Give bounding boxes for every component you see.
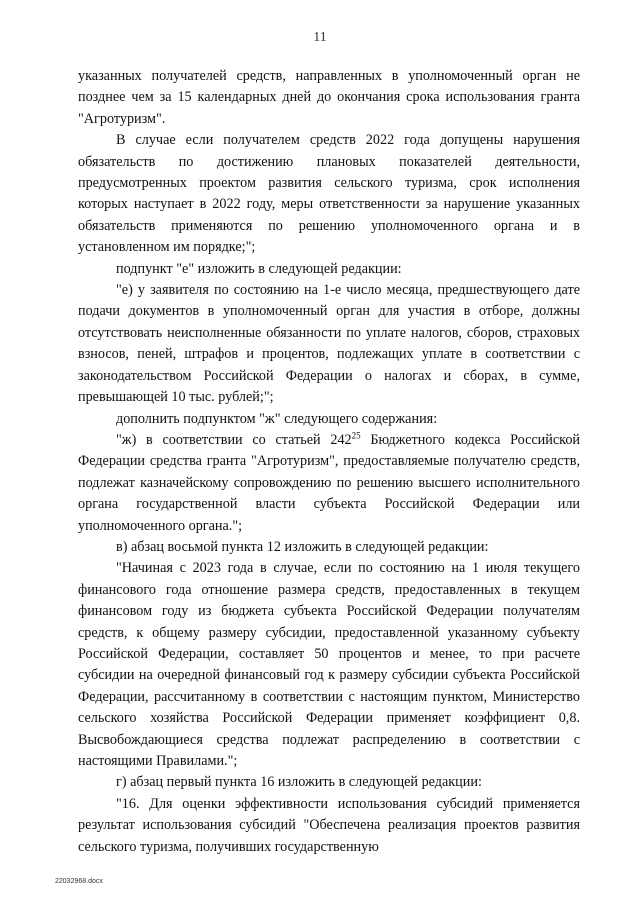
subpoint-zh-text-before: "ж) в соответствии со статьей 242 <box>116 431 352 448</box>
paragraph-subpoint-zh-intro: дополнить подпунктом "ж" следующего содержания: <box>116 410 438 427</box>
paragraph-point-12-intro: в) абзац восьмой пункта 12 изложить в следующей редакции: <box>116 538 489 555</box>
document-body <box>78 66 580 858</box>
footer-filename: 22032968.docx <box>55 878 103 885</box>
article-superscript: 25 <box>351 430 361 441</box>
paragraph-subpoint-e: "е) у заявителя по состоянию на 1-е число месяца, предшествующего дате подачи документов в уполномоченный орган для участия в отборе, должны отсутствовать неисполненные обязанности по уплате налогов, сборов, страховых взносов, пеней, штрафов и процентов, подлежащих уплате в соответствии с законодательством Российской Федерации о налогах и сборах, в сумме, превышающей 10 тыс. рублей;"; <box>78 282 580 406</box>
page-number: 11 <box>313 30 327 45</box>
subpoint-zh-text-after: Бюджетного кодекса Российской Федерации средства гранта "Агротуризм", предоставляемые получателю средств, подлежат казначейскому сопровождению по решению высшего исполнительного органа государственной власти субъекта Российской Федерации или уполномоченного органа."; <box>78 431 581 534</box>
paragraph-subpoint-e-intro: подпункт "е" изложить в следующей редакции: <box>116 260 402 277</box>
paragraph-point-16: "16. Для оценки эффективности использования субсидий применяется результат использования субсидий "Обеспечена реализация проектов развития сельского туризма, получивших государственную <box>78 795 580 855</box>
paragraph-continuation: указанных получателей средств, направленных в уполномоченный орган не позднее чем за 15 календарных дней до окончания срока использования гранта "Агротуризм". <box>78 68 580 127</box>
paragraph-violations-2022: В случае если получателем средств 2022 года допущены нарушения обязательств по достижению плановых показателей деятельности, предусмотренных проектом развития сельского туризма, срок исполнения которых наступает в 2022 году, меры ответственности за нарушение указанных обязательств применяются по решению уполномоченного органа и в установленном им порядке;"; <box>78 132 580 256</box>
paragraph-point-12: "Начиная с 2023 года в случае, если по состоянию на 1 июля текущего финансового года отношение размера средств, предоставленных в текущем финансовом году из бюджета субъекта Российской Федерации получателям средств, к общему размеру субсидии, предоставленной указанному субъекту Российской Федерации, составляет 50 процентов и менее, то при расчете субсидии на очередной финансовый год к размеру субсидии субъекта Российской Федерации, рассчитанному в соответствии с настоящим пунктом, Министерство сельского хозяйства Российской Федерации применяет коэффициент 0,8. Высвобождающиеся средства подлежат распределению в соответствии с настоящими Правилами."; <box>78 560 580 769</box>
paragraph-subpoint-zh <box>78 430 580 537</box>
paragraph-point-16-intro: г) абзац первый пункта 16 изложить в следующей редакции: <box>116 774 482 791</box>
